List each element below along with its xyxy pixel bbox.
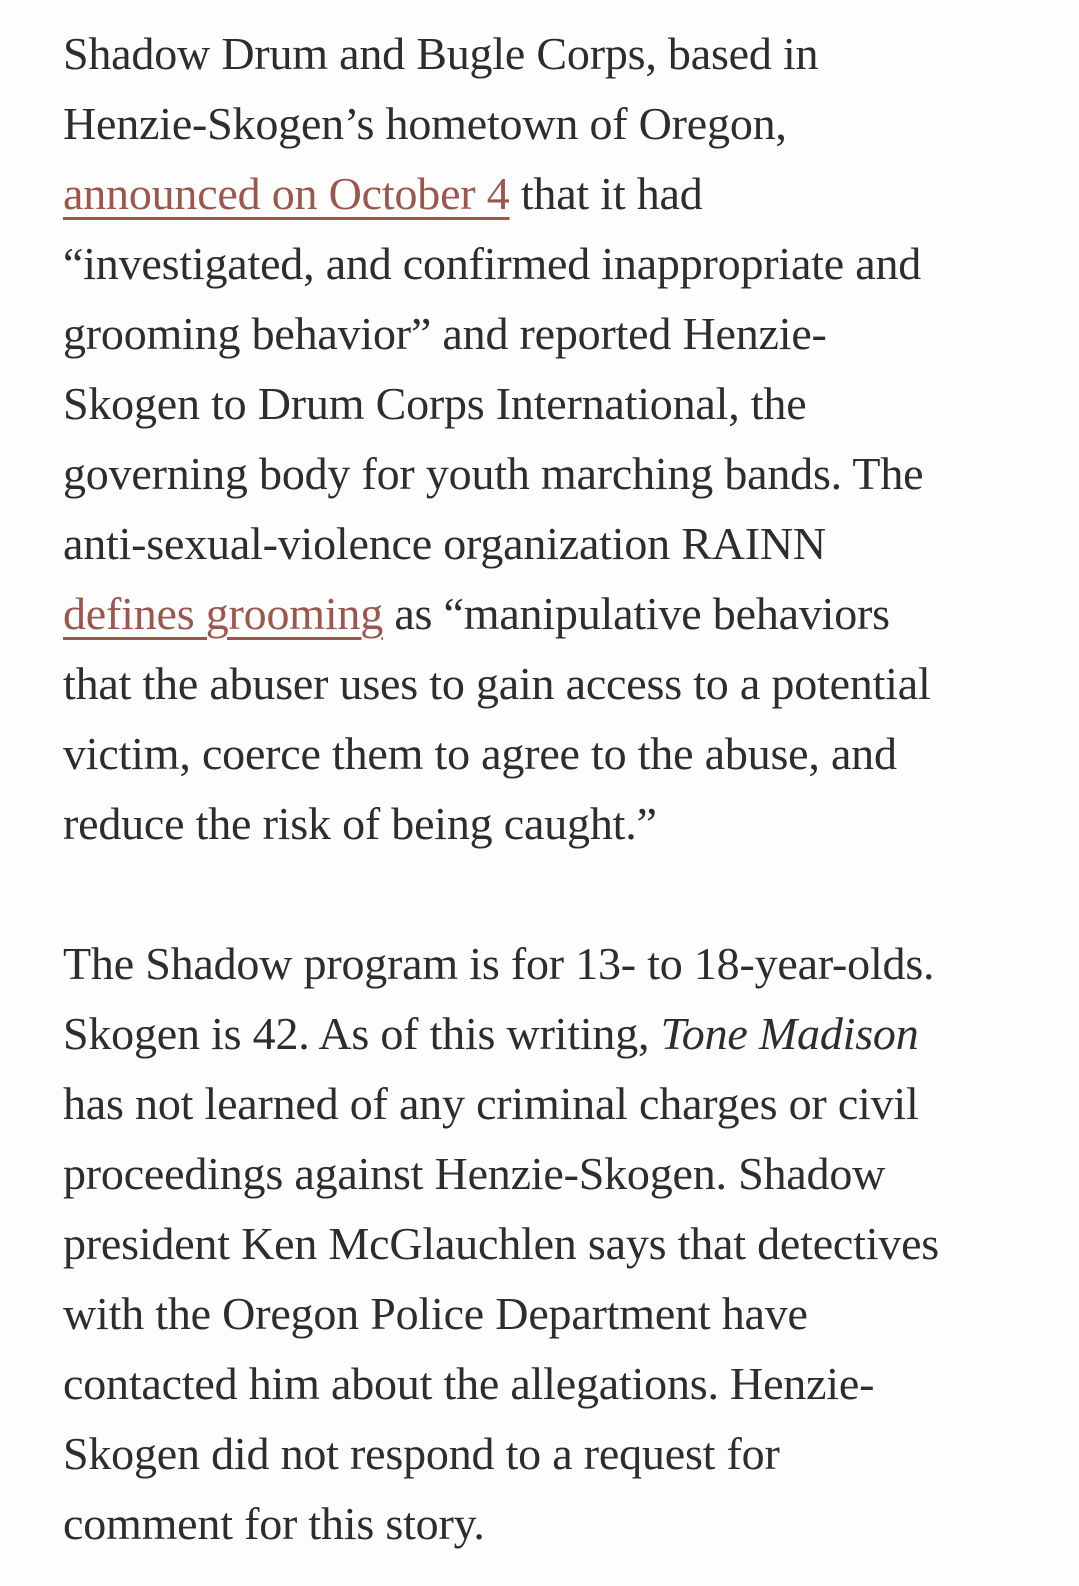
text-run: Skogen did not respond to a request for xyxy=(63,1428,780,1479)
text-line xyxy=(63,719,1079,789)
text-line xyxy=(63,1349,1079,1419)
text-run: reduce the risk of being caught.” xyxy=(63,798,657,849)
text-line xyxy=(63,649,1079,719)
text-run: governing body for youth marching bands. The xyxy=(63,448,924,499)
text-run: comment for this story. xyxy=(63,1498,485,1549)
text-run: proceedings against Henzie-Skogen. Shadow xyxy=(63,1148,886,1199)
text-run: anti-sexual-violence organization RAINN xyxy=(63,518,826,569)
link-announced-on-october-4[interactable]: announced on October 4 xyxy=(63,168,510,219)
text-run: “investigated, and confirmed inappropriate and xyxy=(63,238,922,289)
text-line xyxy=(63,1419,1079,1489)
text-line xyxy=(63,1489,1079,1559)
text-run: Skogen to Drum Corps International, the xyxy=(63,378,807,429)
text-run: contacted him about the allegations. Henzie- xyxy=(63,1358,875,1409)
text-line xyxy=(63,789,1079,859)
text-run: victim, coerce them to agree to the abuse, and xyxy=(63,728,897,779)
paragraph xyxy=(63,19,1079,859)
text-line xyxy=(63,999,1079,1069)
text-run: with the Oregon Police Department have xyxy=(63,1288,808,1339)
text-run: has not learned of any criminal charges or civil xyxy=(63,1078,919,1129)
text-line xyxy=(63,229,1079,299)
text-line xyxy=(63,1279,1079,1349)
text-run: grooming behavior” and reported Henzie- xyxy=(63,308,827,359)
link-defines-grooming[interactable]: defines grooming xyxy=(63,588,384,639)
text-run: president Ken McGlauchlen says that detectives xyxy=(63,1218,940,1269)
text-line xyxy=(63,159,1079,229)
text-line xyxy=(63,509,1079,579)
text-line xyxy=(63,89,1079,159)
text-line xyxy=(63,1209,1079,1279)
text-line xyxy=(63,1069,1079,1139)
text-run: as “manipulative behaviors xyxy=(383,588,890,639)
text-run: The Shadow program is for 13- to 18-year-olds. xyxy=(63,938,935,989)
text-line xyxy=(63,579,1079,649)
text-run: Skogen is 42. As of this writing, xyxy=(63,1008,661,1059)
text-line xyxy=(63,929,1079,999)
text-run: that it had xyxy=(509,168,703,219)
text-run: Shadow Drum and Bugle Corps, based in xyxy=(63,28,819,79)
text-line xyxy=(63,19,1079,89)
emphasized-publication-name: Tone Madison xyxy=(660,1008,919,1059)
text-line xyxy=(63,439,1079,509)
text-line xyxy=(63,1139,1079,1209)
paragraph xyxy=(63,929,1079,1559)
text-run: Henzie-Skogen’s hometown of Oregon, xyxy=(63,98,787,149)
text-run: that the abuser uses to gain access to a potential xyxy=(63,658,931,709)
text-line xyxy=(63,299,1079,369)
text-line xyxy=(63,369,1079,439)
